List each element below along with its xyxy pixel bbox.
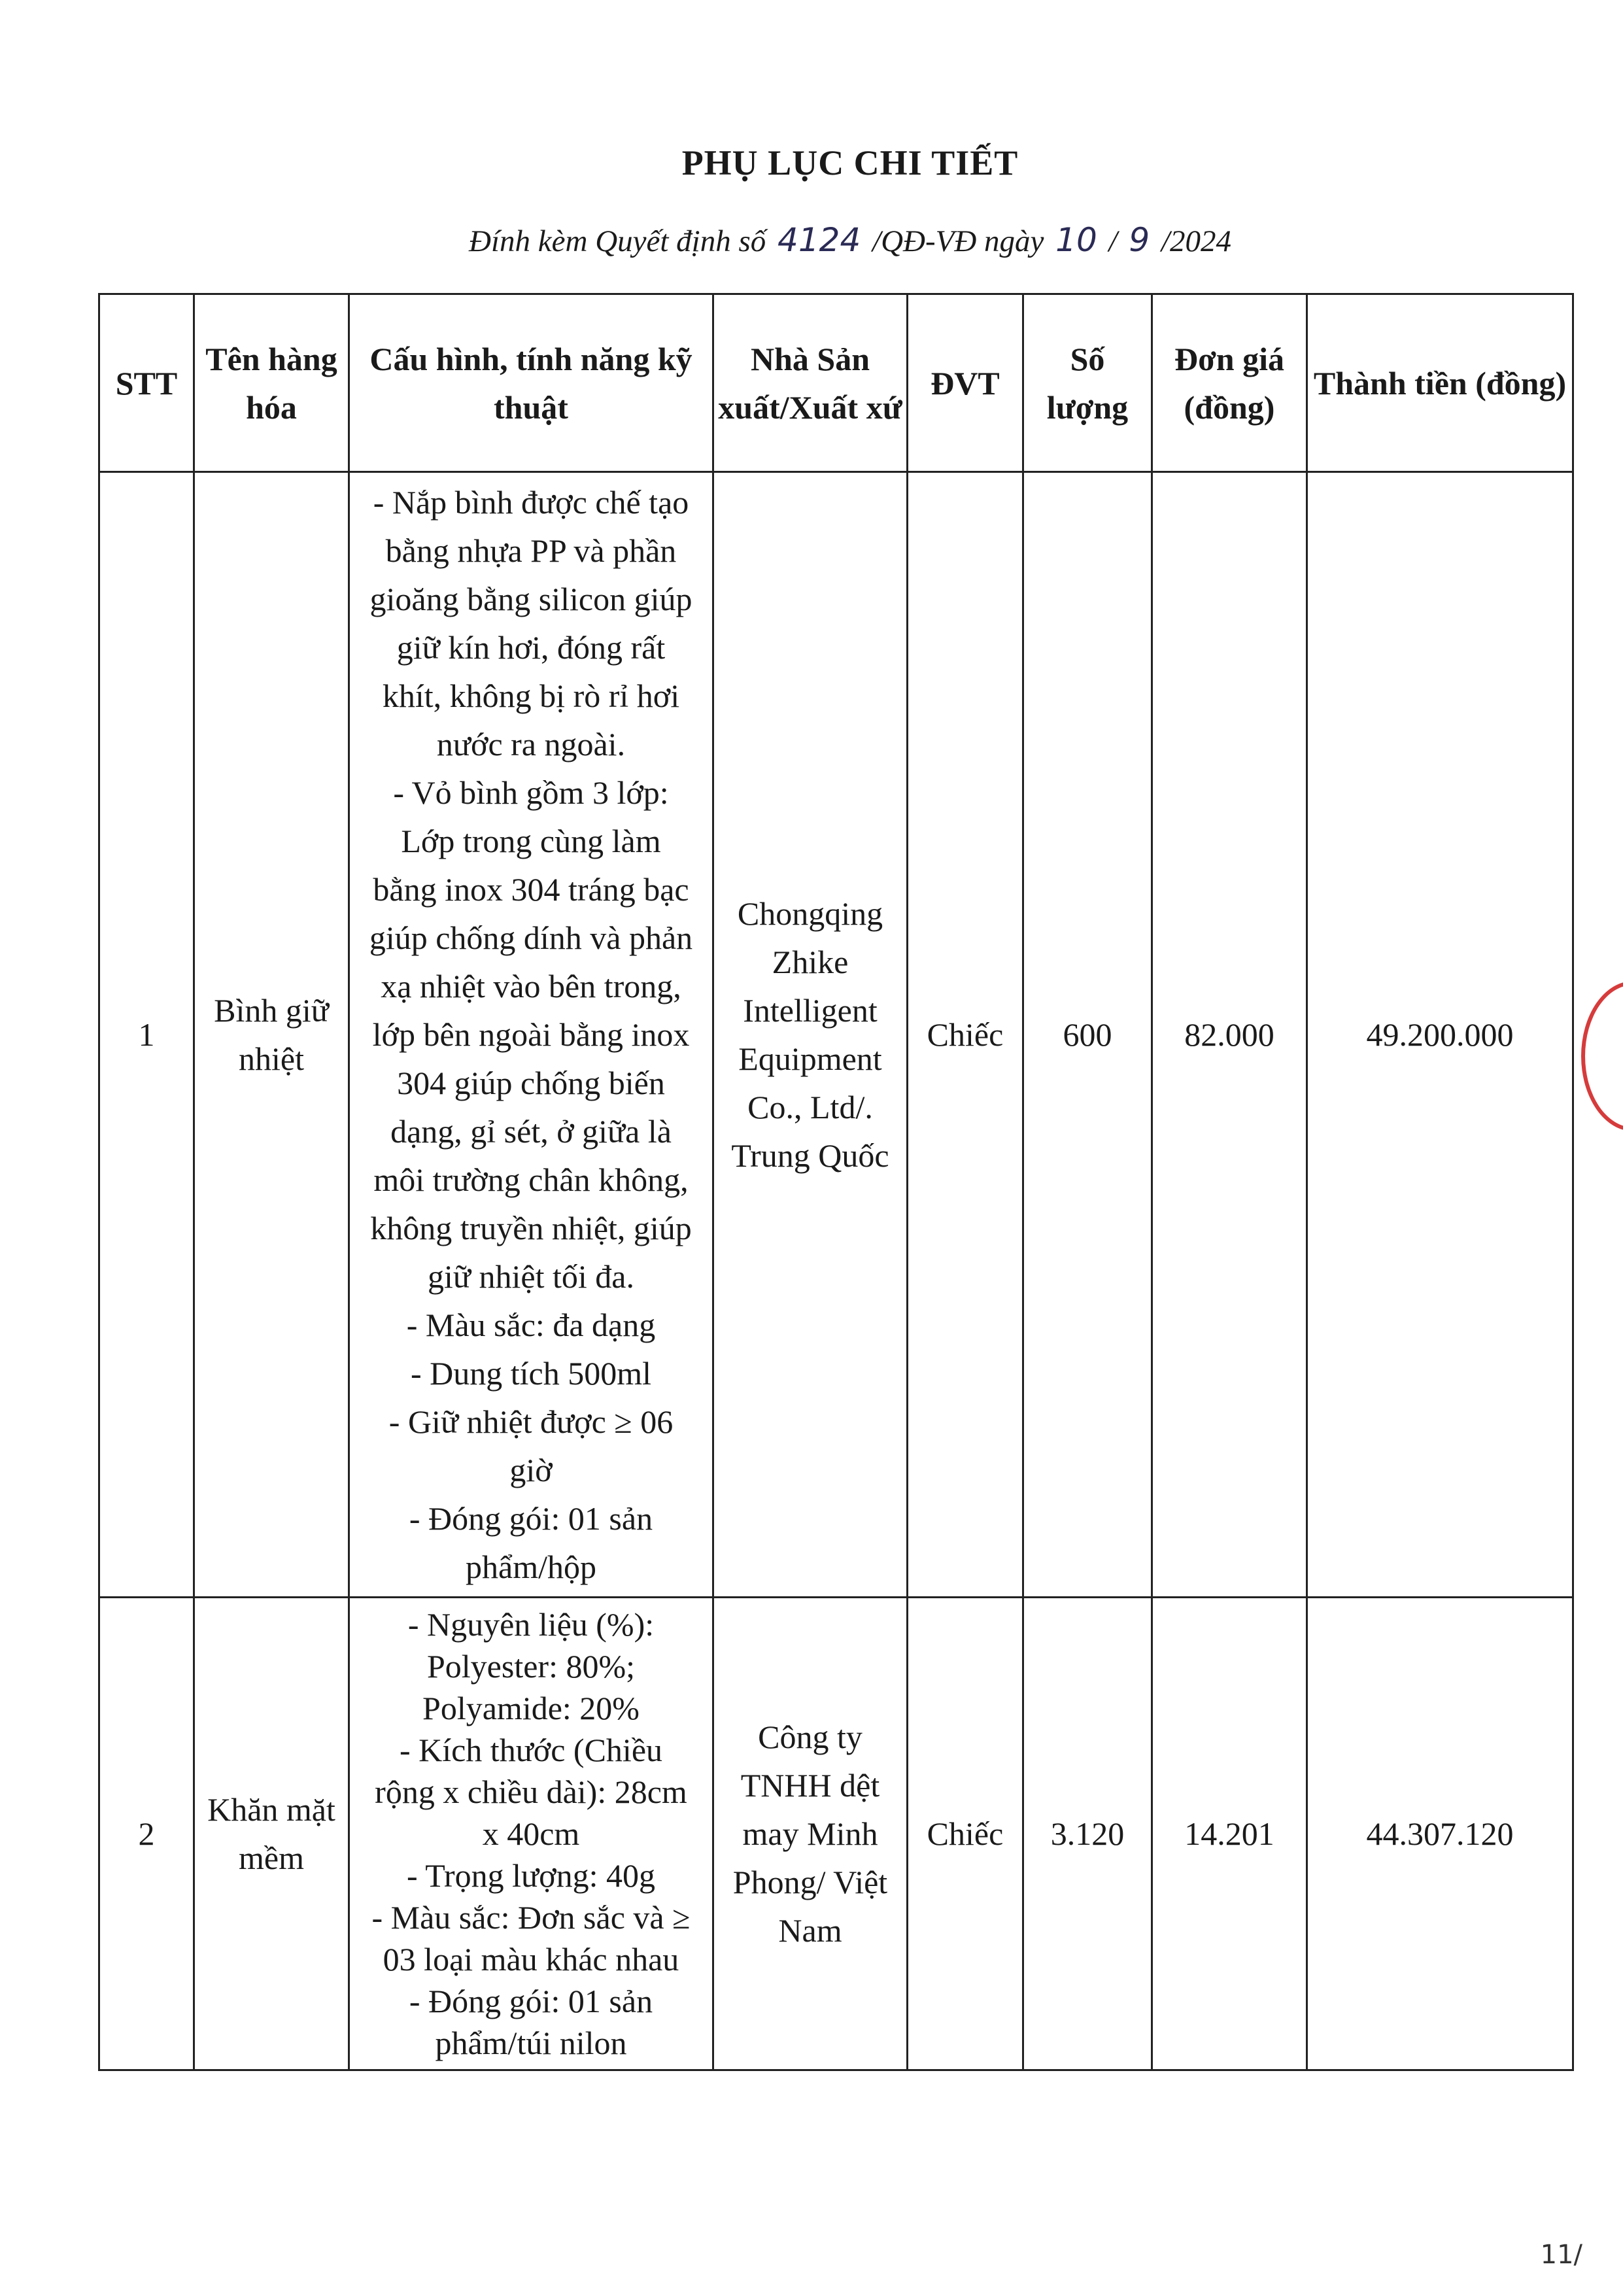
spec-line: giữ nhiệt tối đa. [428,1258,634,1295]
spec-line: - Vỏ bình gồm 3 lớp: [393,774,669,811]
spec-line: phẩm/hộp [466,1549,596,1585]
spec-line: giờ [509,1452,553,1488]
cell-total: 44.307.120 [1307,1598,1573,2070]
header-spec: Cấu hình, tính năng kỹ thuật [349,294,713,472]
subtitle-prefix: Đính kèm Quyết định số [469,224,766,258]
spec-line: rộng x chiều dài): 28cm [375,1773,687,1810]
cell-name: Khăn mặt mềm [194,1598,349,2070]
header-unit: ĐVT [908,294,1023,472]
cell-spec [349,472,713,1598]
cell-name: Bình giữ nhiệt [194,472,349,1598]
header-total: Thành tiền (đồng) [1307,294,1573,472]
red-seal-stamp [1581,981,1623,1131]
spec-line: giữ kín hơi, đóng rất [396,629,666,666]
cell-total: 49.200.000 [1307,472,1573,1598]
table-header-row [99,294,1573,472]
page-title: PHỤ LỤC CHI TIẾT [681,143,1019,182]
subtitle-mid: /QĐ-VĐ ngày [872,224,1044,258]
spec-line: 304 giúp chống biến [397,1065,665,1101]
spec-line: Lớp trong cùng làm [401,823,661,859]
spec-line: bằng nhựa PP và phần [385,532,677,569]
spec-line: lớp bên ngoài bằng inox [372,1016,690,1053]
spec-line: - Trọng lượng: 40g [406,1857,655,1894]
spec-line: - Kích thước (Chiều [399,1732,663,1768]
spec-line: khít, không bị rò rỉ hơi [382,677,680,714]
cell-maker: Chongqing Zhike Intelligent Equipment Co., Ltd/. Trung Quốc [713,472,908,1598]
spec-line: xạ nhiệt vào bên trong, [381,968,681,1004]
cell-qty: 3.120 [1023,1598,1152,2070]
spec-line: 03 loại màu khác nhau [383,1941,679,1978]
header-price: Đơn giá (đồng) [1152,294,1307,472]
spec-line: - Nguyên liệu (%): [407,1606,655,1643]
spec-line: bằng inox 304 tráng bạc [373,871,689,908]
header-maker: Nhà Sản xuất/Xuất xứ [713,294,908,472]
header-name: Tên hàng hóa [194,294,349,472]
cell-spec [349,1598,713,2070]
spec-line: Polyamide: 20% [422,1690,640,1726]
table-row [99,1598,1573,2070]
spec-line: - Nắp bình được chế tạo [373,484,689,521]
header-qty: Số lượng [1023,294,1152,472]
spec-line: - Màu sắc: Đơn sắc và ≥ [371,1899,691,1936]
cell-price: 82.000 [1152,472,1307,1598]
spec-line: giúp chống dính và phản [369,919,693,956]
decision-month: 9 [1129,221,1150,259]
spec-line: Polyester: 80%; [426,1648,636,1685]
cell-maker: Công ty TNHH dệt may Minh Phong/ Việt Nam [713,1598,908,2070]
spec-line: gioăng bằng silicon giúp [369,581,692,617]
date-separator: / [1108,224,1118,258]
spec-line: dạng, gỉ sét, ở giữa là [390,1113,672,1150]
spec-line: - Đóng gói: 01 sản [409,1983,653,2019]
decision-number: 4124 [777,221,861,259]
spec-line: môi trường chân không, [373,1161,689,1198]
spec-line: nước ra ngoài. [436,726,626,762]
header-stt: STT [99,294,194,472]
spec-line: - Dung tích 500ml [410,1355,652,1392]
cell-unit: Chiếc [908,472,1023,1598]
spec-line: - Giữ nhiệt được ≥ 06 [388,1403,674,1440]
spec-line: không truyền nhiệt, giúp [370,1210,692,1246]
goods-table [98,293,1574,2071]
spec-line: - Đóng gói: 01 sản [409,1500,653,1537]
cell-qty: 600 [1023,472,1152,1598]
table-row [99,472,1573,1598]
spec-line: x 40cm [482,1815,580,1852]
cell-stt: 2 [99,1598,194,2070]
page-mark: 11/ [1540,2240,1582,2270]
decision-year: /2024 [1161,224,1231,258]
decision-day: 10 [1055,221,1097,259]
cell-unit: Chiếc [908,1598,1023,2070]
cell-price: 14.201 [1152,1598,1307,2070]
spec-line: - Màu sắc: đa dạng [406,1307,656,1343]
decision-reference [0,221,1623,259]
spec-line: phẩm/túi nilon [435,2025,627,2061]
cell-stt: 1 [99,472,194,1598]
